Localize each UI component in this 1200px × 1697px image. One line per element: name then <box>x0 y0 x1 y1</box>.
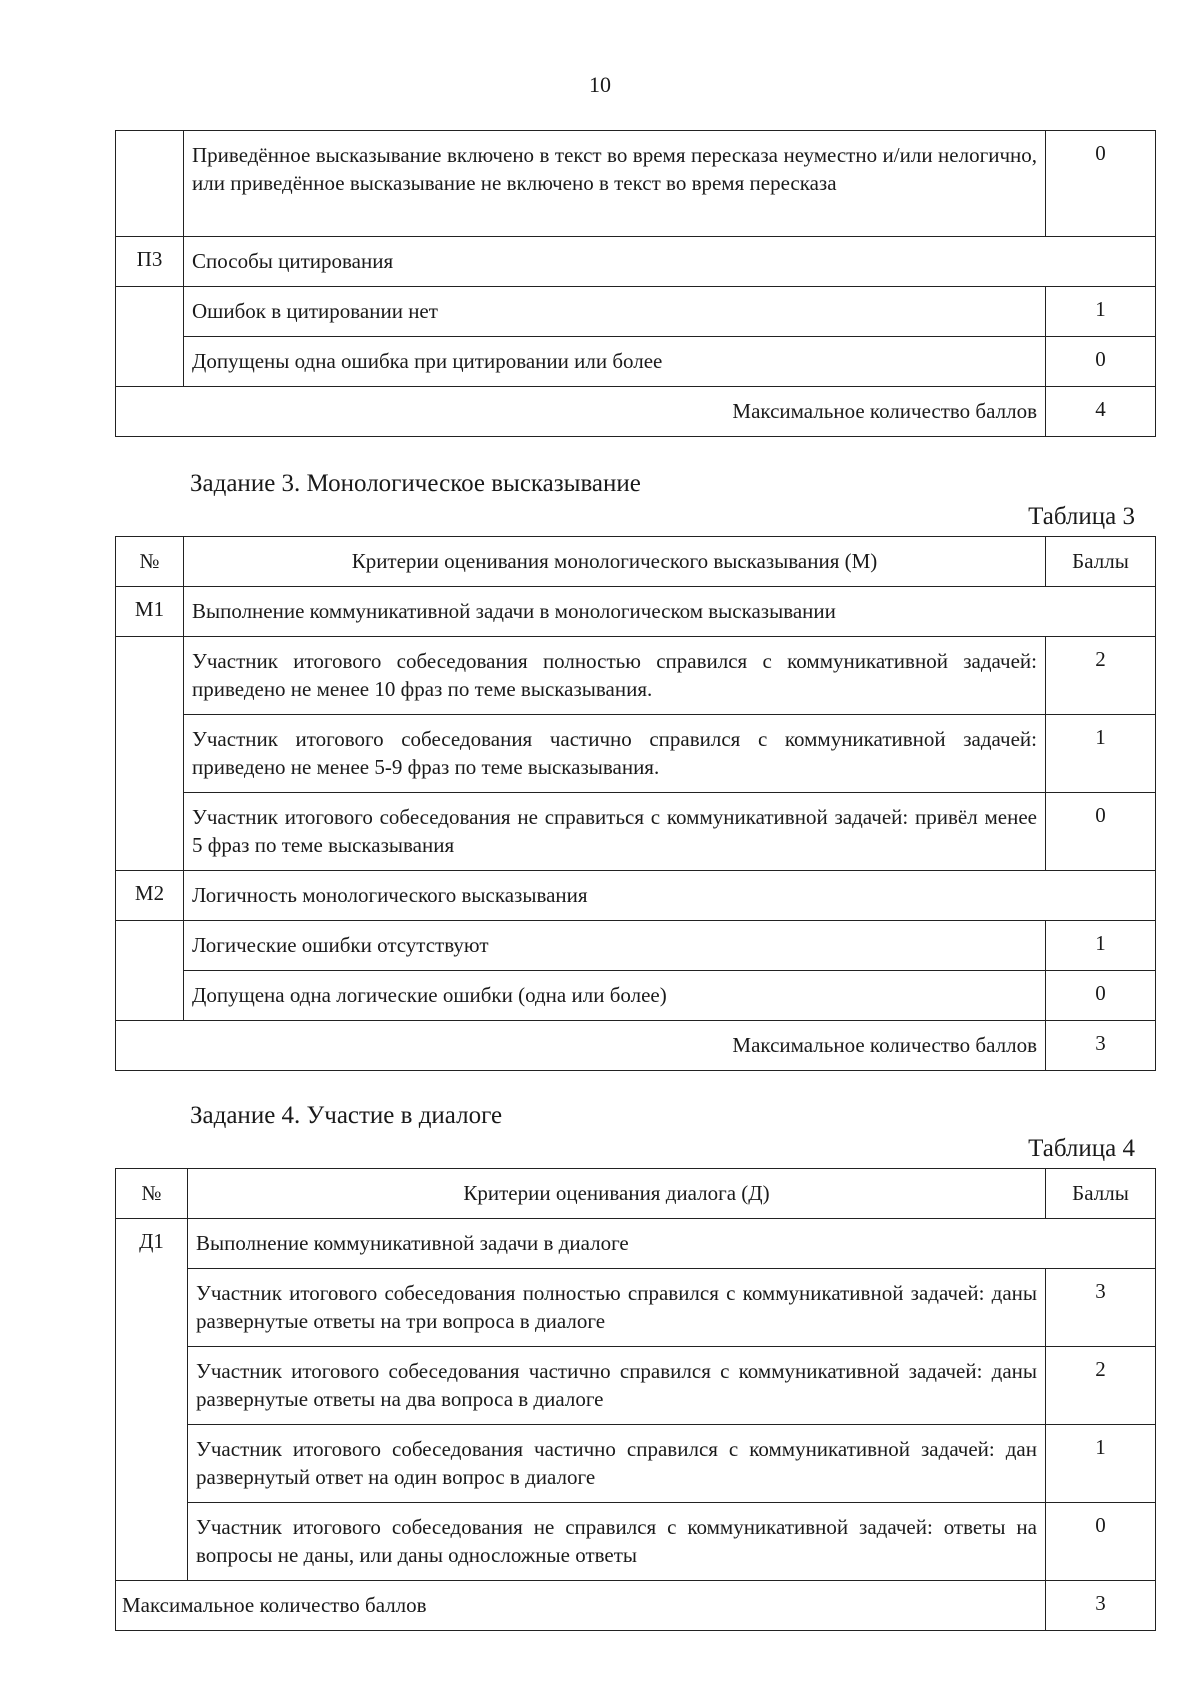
section-title: Способы цитирования <box>184 237 1156 287</box>
criterion-text: Участник итогового собеседования частично справился с коммуникативной задачей: приведено не менее 5-9 фраз по теме высказывания. <box>184 715 1046 793</box>
header-criteria: Критерии оценивания монологического высказывания (М) <box>184 537 1046 587</box>
header-number: № <box>116 1169 188 1219</box>
header-score: Баллы <box>1046 537 1156 587</box>
total-label: Максимальное количество баллов <box>116 1581 1046 1631</box>
table-row <box>116 131 1156 237</box>
criterion-text: Участник итогового собеседования частично справился с коммуникативной задачей: даны развернутые ответы на два вопроса в диалоге <box>188 1347 1046 1425</box>
table-header-row <box>116 537 1156 587</box>
empty-cell <box>116 637 184 871</box>
table-section-row <box>116 1219 1156 1269</box>
total-value: 4 <box>1046 387 1156 437</box>
table-section-row <box>116 587 1156 637</box>
task4-heading: Задание 4. Участие в диалоге <box>190 1102 503 1129</box>
table-section-row <box>116 871 1156 921</box>
table-row <box>116 287 1156 337</box>
section-number: Д1 <box>116 1219 188 1581</box>
page-number: 10 <box>589 72 611 97</box>
criterion-text: Логические ошибки отсутствуют <box>184 921 1046 971</box>
total-label: Максимальное количество баллов <box>116 387 1046 437</box>
table3-caption: Таблица 3 <box>1028 503 1135 530</box>
criterion-text: Участник итогового собеседования частично справился с коммуникативной задачей: дан развернутый ответ на один вопрос в диалоге <box>188 1425 1046 1503</box>
table-row <box>116 1425 1156 1503</box>
total-label: Максимальное количество баллов <box>116 1021 1046 1071</box>
table-total-row <box>116 1581 1156 1631</box>
table-row <box>116 1269 1156 1347</box>
criterion-score: 1 <box>1046 1425 1156 1503</box>
table-row <box>116 337 1156 387</box>
criterion-score: 0 <box>1046 971 1156 1021</box>
header-score: Баллы <box>1046 1169 1156 1219</box>
criterion-score: 0 <box>1046 337 1156 387</box>
table-row <box>116 793 1156 871</box>
criterion-score: 0 <box>1046 1503 1156 1581</box>
empty-cell <box>116 287 184 387</box>
section-number: П3 <box>116 237 184 287</box>
criterion-score: 2 <box>1046 1347 1156 1425</box>
table-4 <box>115 1168 1156 1631</box>
section-number: М1 <box>116 587 184 637</box>
task3-heading: Задание 3. Монологическое высказывание <box>190 470 641 497</box>
table-row <box>116 1347 1156 1425</box>
table4-caption: Таблица 4 <box>1028 1135 1135 1162</box>
table-header-row <box>116 1169 1156 1219</box>
criterion-score: 1 <box>1046 287 1156 337</box>
table-row <box>116 715 1156 793</box>
criterion-score: 2 <box>1046 637 1156 715</box>
criterion-score: 0 <box>1046 793 1156 871</box>
row-number <box>116 131 184 237</box>
criterion-text: Допущены одна ошибка при цитировании или более <box>184 337 1046 387</box>
section-number: М2 <box>116 871 184 921</box>
total-value: 3 <box>1046 1581 1156 1631</box>
criterion-text: Участник итогового собеседования полностью справился с коммуникативной задачей: приведено не менее 10 фраз по теме высказывания. <box>184 637 1046 715</box>
criterion-score: 1 <box>1046 715 1156 793</box>
section-title: Логичность монологического высказывания <box>184 871 1156 921</box>
table-section-row <box>116 237 1156 287</box>
criterion-text: Участник итогового собеседования не справиться с коммуникативной задачей: привёл менее 5 фраз по теме высказывания <box>184 793 1046 871</box>
table-row <box>116 637 1156 715</box>
table-total-row <box>116 1021 1156 1071</box>
table-row <box>116 921 1156 971</box>
criterion-score: 1 <box>1046 921 1156 971</box>
table-row <box>116 971 1156 1021</box>
table-2-continuation <box>115 130 1156 437</box>
section-title: Выполнение коммуникативной задачи в диалоге <box>188 1219 1156 1269</box>
table-row <box>116 1503 1156 1581</box>
table-total-row <box>116 387 1156 437</box>
criterion-score: 0 <box>1046 131 1156 237</box>
criterion-text: Приведённое высказывание включено в текст во время пересказа неуместно и/или нелогично, или приведённое высказывание не включено в текст во время пересказа <box>184 131 1046 237</box>
criterion-text: Допущена одна логические ошибки (одна или более) <box>184 971 1046 1021</box>
header-criteria: Критерии оценивания диалога (Д) <box>188 1169 1046 1219</box>
section-title: Выполнение коммуникативной задачи в монологическом высказывании <box>184 587 1156 637</box>
criterion-text: Участник итогового собеседования полностью справился с коммуникативной задачей: даны развернутые ответы на три вопроса в диалоге <box>188 1269 1046 1347</box>
empty-cell <box>116 921 184 1021</box>
total-value: 3 <box>1046 1021 1156 1071</box>
criterion-text: Участник итогового собеседования не справился с коммуникативной задачей: ответы на вопросы не даны, или даны односложные ответы <box>188 1503 1046 1581</box>
table-3 <box>115 536 1156 1071</box>
criterion-score: 3 <box>1046 1269 1156 1347</box>
header-number: № <box>116 537 184 587</box>
criterion-text: Ошибок в цитировании нет <box>184 287 1046 337</box>
